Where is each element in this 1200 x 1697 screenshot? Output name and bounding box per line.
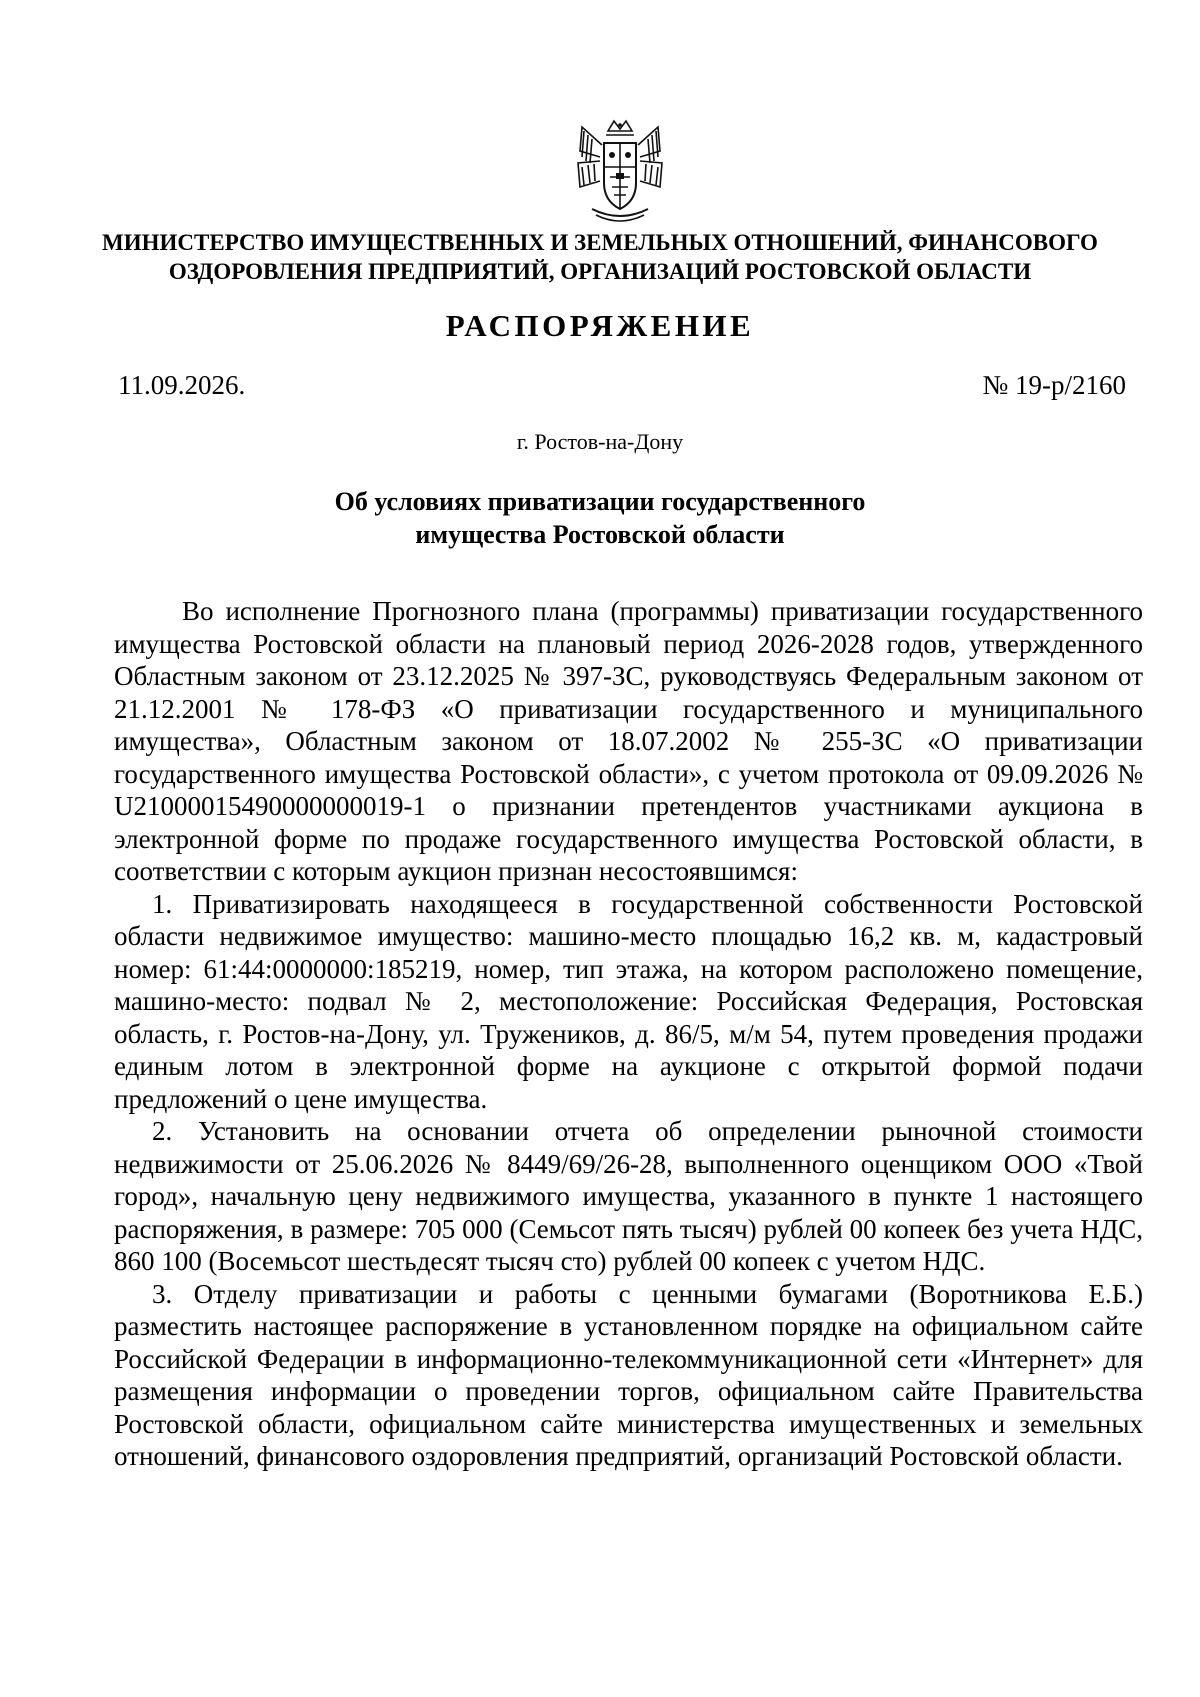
clause-3-paragraph: 3. Отделу приватизации и работы с ценными бумагами (Воротникова Е.Б.) разместить настоящее распоряжение в установленном порядке на официальном сайте Российской Федерации в информационно-телекоммуникационной сети «Интернет» для размещения информации о проведении торгов, официальном сайте Правительства Ростовской области, официальном сайте министерства имущественных и земельных отношений, финансового оздоровления предприятий, организаций Ростовской области. bbox=[114, 1278, 1143, 1471]
document-type-title: РАСПОРЯЖЕНИЕ bbox=[445, 308, 755, 343]
document-city: г. Ростов-на-Дону bbox=[516, 429, 684, 454]
document-number: № 19-р/2160 bbox=[982, 370, 1126, 400]
document-subject bbox=[150, 485, 1050, 551]
ministry-name bbox=[100, 228, 1100, 286]
document-body bbox=[114, 595, 1143, 1473]
document-subject-line1: Об условиях приватизации государственного bbox=[334, 487, 866, 516]
ministry-name-line1: МИНИСТЕРСТВО ИМУЩЕСТВЕННЫХ И ЗЕМЕЛЬНЫХ ОТНОШЕНИЙ, ФИНАНСОВОГО bbox=[102, 230, 1098, 255]
preamble-paragraph: Во исполнение Прогнозного плана (программы) приватизации государственного имущества Ростовской области на плановый период 2026-2028 годов, утвержденного Областным законом от 23.12.2025 № 397-ЗС, руководствуясь Федеральным законом от 21.12.2001 № 178-ФЗ «О приватизации государственного и муниципального имущества», Областным законом от 18.07.2002 № 255-ЗС «О приватизации государственного имущества Ростовской области», с учетом протокола от 09.09.2026 № U21000015490000000019-1 о признании претендентов участниками аукциона в электронной форме по продаже государственного имущества Ростовской области, в соответствии с которым аукцион признан несостоявшимся: bbox=[114, 596, 1143, 886]
rostov-oblast-coat-of-arms-icon bbox=[570, 117, 670, 225]
ministry-name-line2: ОЗДОРОВЛЕНИЯ ПРЕДПРИЯТИЙ, ОРГАНИЗАЦИЙ РОСТОВСКОЙ ОБЛАСТИ bbox=[168, 259, 1032, 284]
clause-2-paragraph: 2. Установить на основании отчета об определении рыночной стоимости недвижимости от 25.06.2026 № 8449/69/26-28, выполненного оценщиком ООО «Твой город», начальную цену недвижимого имущества, указанного в пункте 1 настоящего распоряжения, в размере: 705 000 (Семьсот пять тысяч) рублей 00 копеек без учета НДС, 860 100 (Восемьсот шестьдесят тысяч сто) рублей 00 копеек с учетом НДС. bbox=[114, 1116, 1143, 1276]
document-subject-line2: имущества Ростовской области bbox=[415, 520, 785, 549]
document-date: 11.09.2026. bbox=[118, 370, 246, 400]
clause-1-paragraph: 1. Приватизировать находящееся в государственной собственности Ростовской области недвижимое имущество: машино-место площадью 16,2 кв. м, кадастровый номер: 61:44:0000000:185219, номер, тип этажа, на котором расположено помещение, машино-место: подвал № 2, местоположение: Российская Федерация, Ростовская область, г. Ростов-на-Дону, ул. Тружеников, д. 86/5, м/м 54, путем проведения продажи единым лотом в электронной форме на аукционе с открытой формой подачи предложений о цене имущества. bbox=[114, 888, 1143, 1114]
